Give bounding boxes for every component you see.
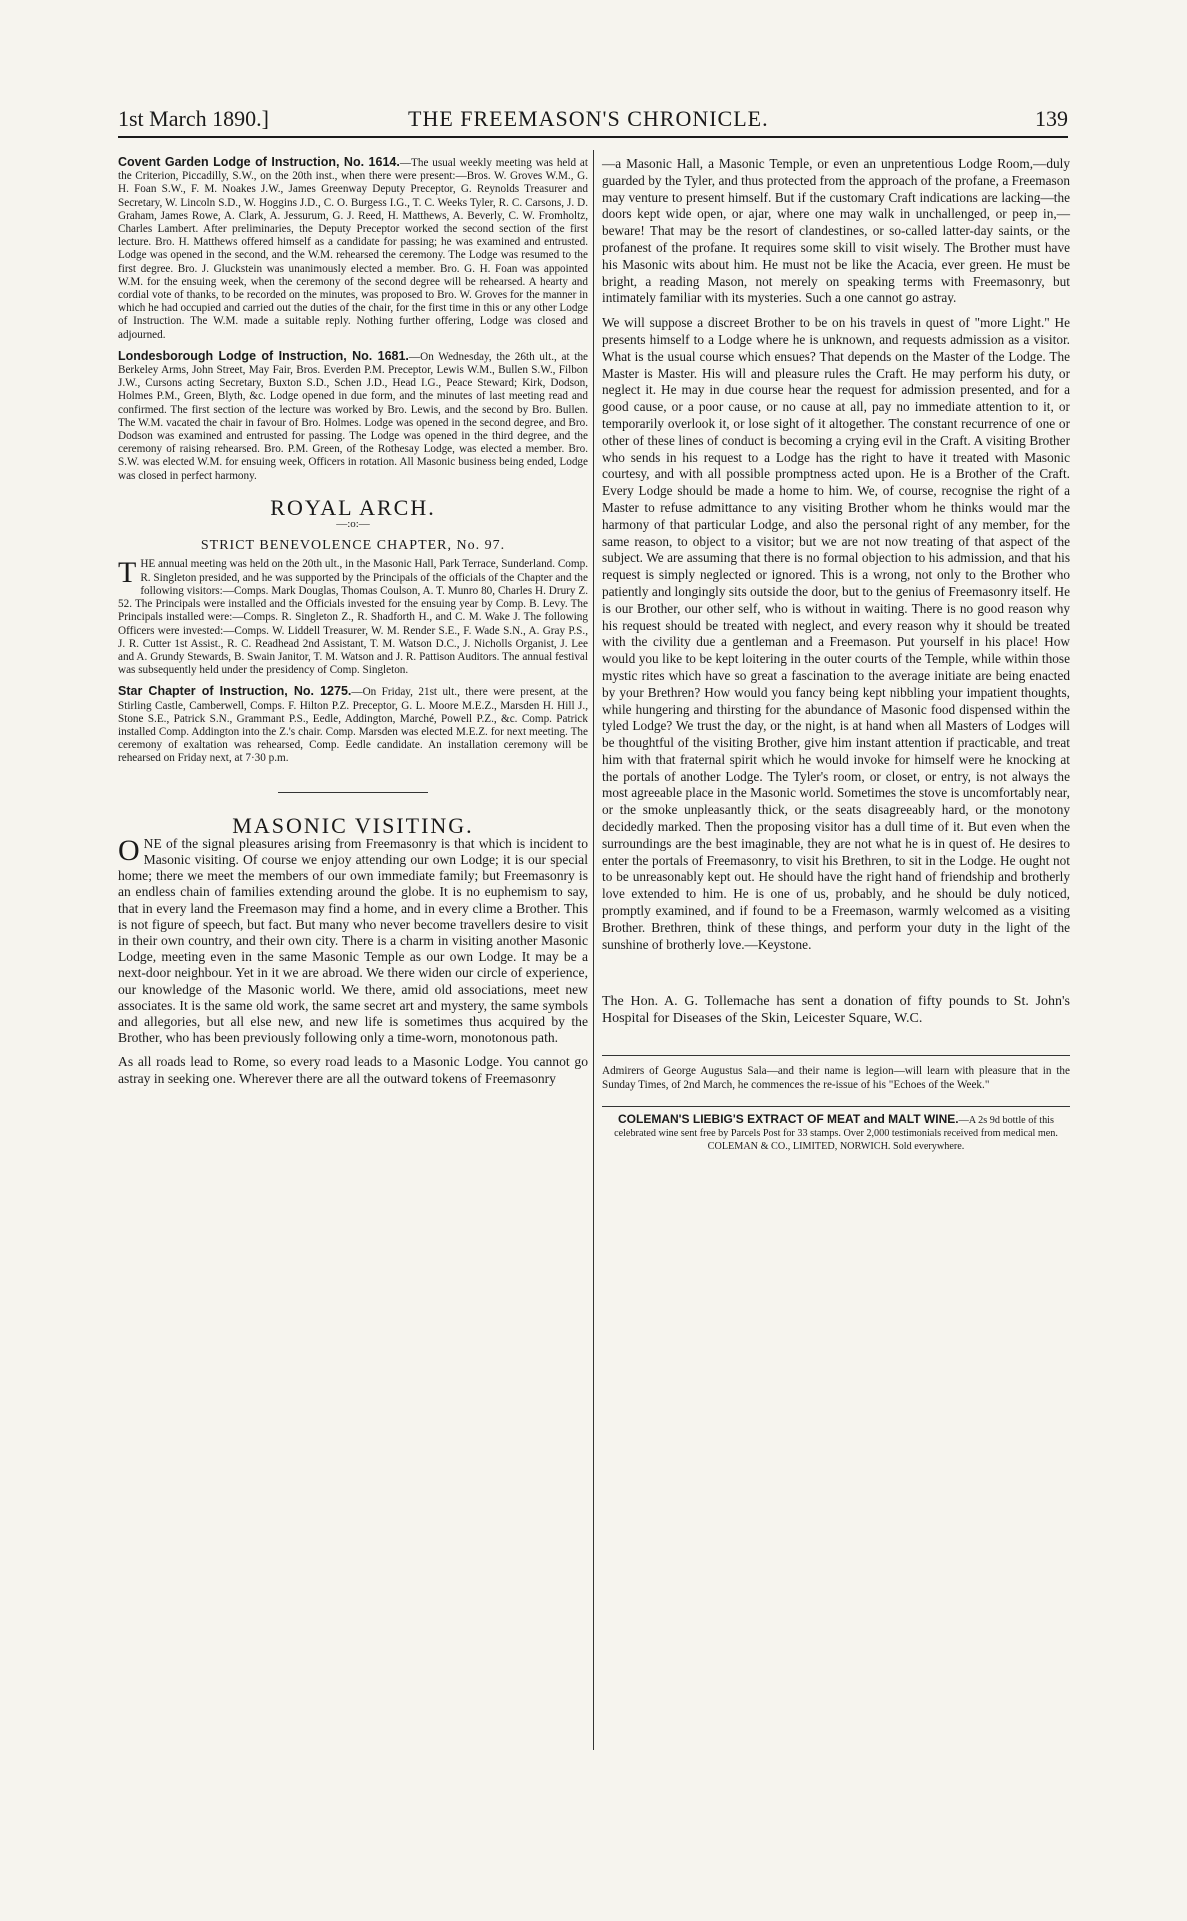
right-column [602,156,1070,1153]
advertisement [602,1106,1070,1153]
article-lead: Londesborough Lodge of Instruction, No. 1681. [118,348,409,363]
ad-headline: COLEMAN'S LIEBIG'S EXTRACT OF MEAT and MALT WINE. [618,1112,959,1127]
donation-notice: The Hon. A. G. Tollemache has sent a donation of fifty pounds to St. John's Hospital for Diseases of the Skin, Leicester Square, W.C. [602,994,1070,1027]
article-star-chapter [118,685,588,765]
article-masonic-visiting [118,833,588,1047]
article-lead: Covent Garden Lodge of Instruction, No. 1614. [118,155,400,169]
running-header [118,104,1068,138]
article-continuation: —a Masonic Hall, a Masonic Temple, or even an unpretentious Lodge Room,—duly guarded by the Tyler, and thus protected from the approach of the profane, a Freemason may venture to present himself. But if the customary Craft indications are lacking—the doors kept wide open, or ajar, where one may walk in unchallenged, or peep in,—beware! That may be the resort of clandestines, or so-called latter-day saints, or the profanest of the profane. It requires some skill to visit wisely. The Brother must have his Masonic wits about him. He must not be like the Acacia, ever green. He must be bright, a reading Mason, not merely on speaking terms with Freemasonry, but intimately familiar with its mysteries. Such a one cannot go astray. [602,156,1070,306]
section-title-masonic-visiting: MASONIC VISITING. [232,812,474,838]
article-masonic-visiting-2: As all roads lead to Rome, so every road leads to a Masonic Lodge. You cannot go astray in seeking one. Wherever there are all the outward tokens of Freemasonry [118,1054,588,1086]
article-lead: Star Chapter of Instruction, No. 1275. [118,684,352,699]
article-body: —On Wednesday, the 26th ult., at the Berkeley Arms, John Street, May Fair, Bros. Everden P.M. Preceptor, Lewis W.M., Bullen S.W., Filbon J.W., Cursons acting Secretary, Buxton S.D., Schen J.D., Head I.G., Peace Steward; Kirk, Dodson, Holmes P.M., Green, Blyth, &c. Lodge opened in due form, and the minutes of last meeting read and confirmed. The first section of the lecture was worked by Bro. Lewis, and the second by Bro. Bullen. The W.M. vacated the chair in favour of Bro. Holmes. Lodge was opened in the second degree, and Bro. Dodson was examined and entrusted for passing. The Lodge was opened in the third degree, and the ceremony of raising rehearsed. Bro. P.M. Green, of the Rothesay Lodge, was elected a member. Bro. S.W. was elected W.M. for ensuing week, Officers in rotation. All Masonic business being ended, Lodge was closed in perfect harmony. [118,350,589,482]
article-body: NE of the signal pleasures arising from Freemasonry is that which is incident to Masonic visiting. Of course we enjoy attending our own Lodge; it is our special home; there we meet the members of our own immediate family; but Freemasonry is an endless chain of families extending around the globe. It is no euphemism to say, that in every land the Freemason may find a home, and in every clime a Brother. This is not figure of speech, but fact. But many who never become travellers desire to visit in their own country, and their own city. There is a charm in visiting another Masonic Lodge, meeting even in the same Masonic Temple as our own Lodge. It may be a next-door neighbour. Yet in it we are abroad. We there widen our circle of experience, our knowledge of the Masonic world. We there, amid old associations, meet new associates. It is the same old work, the same secret art and mystery, the same symbols and allegories, but all else new, and new life is sometimes thus acquired by the Brother, who has been previously following only a time-worn, monotonous path. [118,835,588,1046]
article-covent-garden [118,156,588,342]
article-paragraph: We will suppose a discreet Brother to be on his travels in quest of "more Light." He presents himself to a Lodge where he is unknown, and requests admission as a visitor. What is the usual course which ensues? That depends on the Master of the Lodge. The Master is Master. His will and pleasure rules the Craft. He may perform his duty, or neglect it. He may in due course hear the request for admission presented, and for a good cause, or a poor cause, or no cause at all, pay no immediate attention to it, or temporarily overlook it, or lose sight of it altogether. The constant recurrence of one or other of these lines of conduct is becoming a crying evil in the Craft. A visiting Brother who sends in his request to a Lodge has the right to have it treated with Masonic courtesy, and with all possible promptness acted upon. He is a Brother of the Craft. Every Lodge should be made a home to him. We, of course, recognise the right of a Master to refuse admittance to any visiting Brother whom he thinks would mar the harmony of that particular Lodge, and also the personal right of any member, for the same reason, to object to a visitor; but we are not now treating of that aspect of the subject. We are assuming that there is no formal objection to his admission, and that his request is simply neglected or ignored. This is a wrong, not only to the Brother who patiently and longingly sits outside the door, but to the genius of Freemasonry itself. He is our Brother, our other self, who is without in waiting. There is no good reason why his request should be treated with neglect, and every reason why it should be treated with the civility due a gentleman and a Freemason. Put yourself in his place! How would you like to be kept loitering in the outer courts of the Temple, while within those mystic rites which have so great a fascination to the average initiate are being enacted by your Brethren? How would you fancy being kept nibbling your impatient thoughts, while hungering and thirsting for the abundance of Masonic food dispensed within the tyled Lodge? We trust the day, or the night, is at hand when all Masters of Lodges will be thoughtful of the visiting Brother, give him instant attention if practicable, and treat him with that fraternal spirit which he would invoke for himself were he knocking at the portals of another Lodge. The Tyler's room, or closet, or entry, is not always the most agreeable place in the Masonic world. Sometimes the stove is uncomfortably near, or the smoke unpleasantly thick, or the seats disagreeably hard, or the monotony decidedly marked. Then the proposing visitor has a dull time of it. But even when the surroundings are the best imaginable, they are not what he is in quest of. He desires to enter the portals of Freemasonry, to visit his Brethren, to sit in the Lodge. He ought not to be unreasonably kept out. He should have the right hand of friendship and brotherly love extended to him. He is one of us, probably, and he should be duly noticed, promptly examined, and if found to be a Freemason, warmly welcomed as a visiting Brother. Brethren, think of these things, and perform your duty in the light of the sunshine of brotherly love.—Keystone. [602,315,1070,952]
article-strict-benevolence [118,558,588,677]
article-body: —The usual weekly meeting was held at the Criterion, Piccadilly, S.W., on the 20th inst., when there were present:—Bros. W. Groves W.M., G. H. Foan S.W., F. M. Noakes J.W., James Greenway Deputy Preceptor, G. Reynolds Treasurer and Secretary, W. Lincoln S.D., W. Hoggins J.D., C. O. Burgess I.G., T. C. Weeks Tyler, R. C. Carsons, J. D. Graham, James Rowe, A. Clark, A. Jessurum, G. J. Reed, H. Matthews, A. Beverly, C. W. Fromholtz, Charles Lambert. After preliminaries, the Deputy Preceptor worked the second section of the first lecture. Bro. H. Matthews offered himself as a candidate for passing; he was examined and entrusted. Lodge was opened in the second, and the W.M. rehearsed the ceremony. The Lodge was resumed to the first degree. Bro. J. Gluckstein was unanimously elected a member. Bro. G. H. Foan was appointed W.M. for the ensuing week, when the ceremony of the second degree will be rehearsed. A hearty and cordial vote of thanks, to be recorded on the minutes, was proposed to Bro. W. Groves for the manner in which he had occupied and carried out the duties of the chair, for the first time in this or any other Lodge of Instruction. The W.M. made a suitable reply. Nothing further offering, Lodge was closed and adjourned. [118,157,588,341]
article-body: HE annual meeting was held on the 20th ult., in the Masonic Hall, Park Terrace, Sunderland. Comp. R. Singleton presided, and he was supported by the Principals of the officials of the Chapter and the following visitors:—Comps. Mark Douglas, Thomas Coulson, A. T. Munro 80, Charles H. Drury Z. 52. The Principals were installed and the Officials invested for the ensuing year by Comp. B. Levy. The Principals installed were:—Comps. R. Singleton Z., R. Shadforth H., and C. M. Wake J. The following Officers were invested:—Comps. W. Liddell Treasurer, W. M. Render S.E., F. Wade S.N., A. Gray P.S., J. R. Cutter 1st Assist., R. C. Readhead 2nd Assistant, T. M. Watson D.C., J. Nicholls Organist, J. Lee and A. Grundy Stewards, B. Swain Janitor, T. M. Watson and J. R. Pattison Auditors. The annual festival was subsequently held under the presidency of Comp. Singleton. [118,558,588,677]
sala-note: Admirers of George Augustus Sala—and their name is legion—will learn with pleasure that in the Sunday Times, of 2nd March, he commences the re-issue of his "Echoes of the Week." [602,1055,1070,1092]
issue-date: 1st March 1890.] [118,106,269,131]
publication-title: THE FREEMASON'S CHRONICLE. [408,106,769,131]
section-rule [278,792,428,793]
drop-cap: O [118,833,140,867]
article-body: —On Friday, 21st ult., there were present, at the Stirling Castle, Camberwell, Comps. F. Hilton P.Z. Preceptor, G. L. Moore M.E.Z., Marsden H. Hill J., Stone S.E., Patrick S.N., Grammant P.S., Eedle, Addington, Marché, Powell P.Z., &c. Comp. Patrick installed Comp. Addington into the Z.'s chair. Comp. Marsden was elected M.E.Z. for next meeting. The ceremony of exaltation was rehearsed, Comp. Eedle candidate. An installation ceremony will be rehearsed on Friday next, at 7·30 p.m. [118,686,588,765]
page-number: 139 [1035,106,1068,131]
drop-cap: T [118,556,137,590]
ad-body: —A 2s 9d bottle of this celebrated wine sent free by Parcels Post for 33 stamps. Over 2,000 testimonials received from medical men. [614,1115,1058,1140]
article-londesborough [118,350,588,483]
section-title-royal-arch: ROYAL ARCH. [270,494,436,520]
column-divider [593,150,594,1750]
section-separator: —:o:— [336,518,370,531]
chapter-title: STRICT BENEVOLENCE CHAPTER, No. 97. [200,538,506,554]
left-column [118,156,588,1095]
ad-footer: COLEMAN & CO., LIMITED, NORWICH. Sold everywhere. [707,1141,965,1153]
